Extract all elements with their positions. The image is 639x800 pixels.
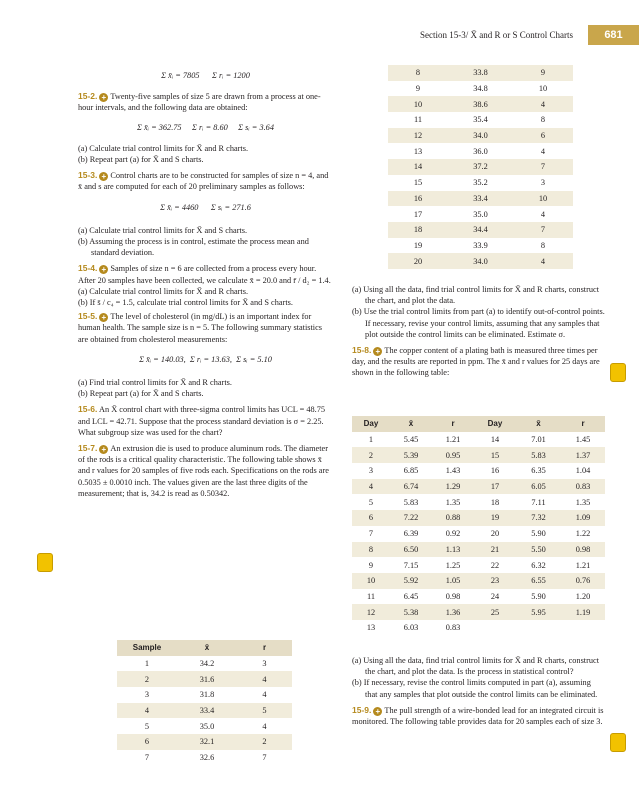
part-a: (a) Using all the data, find trial control limits for X̄ and R charts, construct the chart, and plot the data. [352,285,599,306]
table-row: 13 36.0 4 [413,146,546,156]
table-row: 14 37.2 7 [388,159,573,175]
table-row: 10 38.6 4 [388,96,573,112]
table-header: Day [474,416,516,432]
equation-line: Σ x̄ᵢ = 7805 Σ rᵢ = 1200 [161,71,250,80]
page-number: 681 [588,25,639,45]
exercise-text: Samples of size n = 6 are collected from a process every hour. After 20 samples have been collected, we calculate x̄̄ = 20.0 and r̄ / d₂ = 1.4. [78,264,331,285]
table-row: 8 33.8 9 [388,65,573,81]
plus-icon: + [373,707,382,716]
exercise-number: 15-7. [78,443,98,454]
table-row: 3 31.8 4 [144,690,267,700]
equation-line: Σ x̄ᵢ = 4460 Σ sᵢ = 271.6 [160,202,251,212]
exercise-number: 15-4. [78,263,98,274]
table-row: 15 35.2 3 [413,178,546,188]
table-row: 12 34.0 6 [388,128,573,144]
part-b: (b) Repeat part (a) for X̄ and S charts. [78,155,204,165]
table-row: 6 7.22 0.88 19 7.32 1.09 [352,510,605,526]
part-b: (b) If necessary, revise the control limits computed in part (a), assuming that any samples that plot outside the control limits can be eliminated. [352,678,598,699]
right-column-bottom [352,655,605,727]
table-row: 4 33.4 5 [117,703,292,719]
table-header: x̄ [516,416,561,432]
part-a: (a) Calculate trial control limits for X̄ and R charts. [78,143,249,153]
right-column-top [352,284,605,379]
table-header: r [237,640,292,656]
table-row: 9 7.15 1.25 22 6.32 1.21 [368,560,591,570]
table-row: 3 6.85 1.43 16 6.35 1.04 [368,466,591,476]
table-row: 17 35.0 4 [413,209,546,219]
exercise-text: Control charts are to be constructed for samples of size n = 4, and x̄ and s are computed for each of 20 preliminary samples as follows: [78,171,329,192]
exercise-number: 15-9. [352,704,372,715]
exercise-text: The pull strength of a wire-bonded lead for an integrated circuit is monitored. The following table provides data for 20 samples each of size 3. [352,705,604,727]
table-header: r [561,416,605,432]
plus-icon: + [373,347,382,356]
table-row: 11 35.4 8 [414,115,546,125]
table-row: 7 6.39 0.92 20 5.90 1.22 [368,529,591,539]
table-header: x̄ [390,416,432,432]
plating-bath-table [352,416,605,636]
part-a: (a) Calculate trial control limits for X̄ and S charts. [78,225,248,235]
plus-icon: + [99,445,108,454]
exercise-text: The copper content of a plating bath is measured three times per day, and the results are reported in ppm. The x̄ and r values for 25 days are shown in the following table: [352,346,600,378]
part-a: (a) Find trial control limits for X̄ and R charts. [78,378,232,388]
plus-icon: + [99,313,108,322]
exercise-number: 15-5. [78,311,98,322]
equation-line: Σ x̄ᵢ = 362.75 Σ rᵢ = 8.60 Σ sᵢ = 3.64 [137,122,274,132]
table-header: r [432,416,474,432]
exercise-text: Twenty-five samples of size 5 are drawn from a process at one-hour intervals, and the following data are obtained: [78,92,321,113]
bookmark-tab-icon[interactable] [610,363,626,382]
exercise-number: 15-6. [78,404,98,415]
bookmark-tab-icon[interactable] [610,733,626,752]
part-b: (b) Use the trial control limits from part (a) to identify out-of-control points. If necessary, revise your control limits, assuming that any samples that plot outside the control limits can be eliminated. Estimate σ. [352,307,605,339]
table-row: 13 6.03 0.83 [366,623,461,633]
table-row: 5 5.83 1.35 18 7.11 1.35 [368,497,591,507]
sample-table [117,640,292,766]
part-b: (b) Assuming the process is in control, estimate the process mean and standard deviation. [78,237,309,258]
exercise-number: 15-3. [78,170,98,181]
exercise-text: The level of cholesterol (in mg/dL) is an important index for human health. The sample size is n = 5. The following summary statistics are obtained from cholesterol measurements: [78,312,323,344]
exercise-number: 15-8. [352,345,372,356]
plus-icon: + [99,172,108,181]
table-row: 20 34.0 4 [388,253,573,269]
table-row: 6 32.1 2 [117,734,292,750]
left-column [78,70,333,499]
table-row: 19 33.9 8 [413,240,546,250]
table-row: 2 31.6 4 [117,671,292,687]
table-header: Day [352,416,390,432]
table-row: 5 35.0 4 [144,721,267,731]
exercise-text: An extrusion die is used to produce aluminum rods. The diameter of the rods is a critical quality characteristic. The following table shows x̄ and r values for 20 samples of five rods each. Specifications on the rods are 0.5035 ± 0.0010 inch. The values given are the last three digits of the measurement; that is, 34.2 is read as 0.50342. [78,444,329,498]
table-row: 16 33.4 10 [388,191,573,207]
table-row: 4 6.74 1.29 17 6.05 0.83 [352,479,605,495]
table-row: 10 5.92 1.05 23 6.55 0.76 [352,573,605,589]
part-a: (a) Using all the data, find trial control limits for X̄ and R charts, construct the chart, and plot the data. Is the process in statistical control? [352,656,599,677]
exercise-text: An X̄ control chart with three-sigma control limits has UCL = 48.75 and LCL = 42.71. Suppose that the process standard deviation is σ = 2.25. What subgroup size was used for the chart? [78,405,326,437]
table-row: 9 34.8 10 [415,84,548,94]
bookmark-tab-icon[interactable] [37,553,53,572]
equation-line: Σ x̄ᵢ = 140.03, Σ rᵢ = 13.63, Σ sᵢ = 5.10 [139,354,272,364]
table-row: 8 6.50 1.13 21 5.50 0.98 [352,542,605,558]
part-b: (b) If s̄ / c₄ = 1.5, calculate trial control limits for X̄ and S charts. [78,298,293,308]
sample-table-continued [388,65,573,269]
table-row: 2 5.39 0.95 15 5.83 1.37 [352,447,605,463]
part-a: (a) Calculate trial control limits for X̄ and R charts. [78,286,249,296]
table-row: 11 6.45 0.98 24 5.90 1.20 [367,591,591,601]
exercise-number: 15-2. [78,91,98,102]
section-header: Section 15-3/ X̄ and R or S Control Charts [420,30,573,40]
plus-icon: + [99,265,108,274]
table-header: Sample [117,640,177,656]
table-row: 18 34.4 7 [388,222,573,238]
plus-icon: + [99,93,108,102]
table-row: 12 5.38 1.36 25 5.95 1.19 [352,604,605,620]
table-row: 1 5.45 1.21 14 7.01 1.45 [368,435,591,445]
table-row: 1 34.2 3 [144,659,267,669]
table-header: x̄ [177,640,237,656]
part-b: (b) Repeat part (a) for X̄ and S charts. [78,389,204,399]
table-row: 7 32.6 7 [144,753,267,763]
